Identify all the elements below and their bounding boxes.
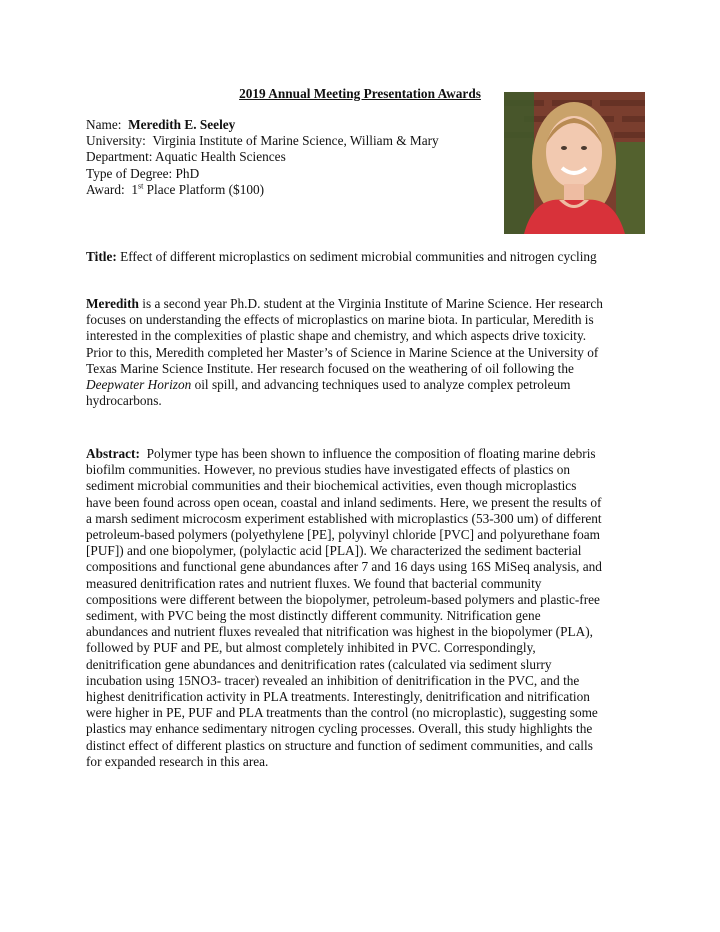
award-number: 1 <box>131 181 138 197</box>
bio-line: Texas Marine Science Institute. Her research focused on the weathering of oil following the <box>86 360 574 376</box>
abstract-line: highest denitrification activity in PLA treatments. Interestingly, denitrification and nitrification <box>86 689 590 705</box>
page-title: 2019 Annual Meeting Presentation Awards <box>239 86 481 101</box>
abstract-line: abundances and nutrient fluxes revealed that nitrification was highest in the biopolymer (PLA), <box>86 624 593 640</box>
university-line <box>86 133 486 149</box>
abstract-line: denitrification gene abundances and denitrification rates (calculated via sediment slurry <box>86 656 552 672</box>
department-line: Department: Aquatic Health Sciences <box>86 149 286 165</box>
abstract-line: incubation using 15NO3- tracer) revealed an inhibition of denitrification in the PVC, and the <box>86 672 580 688</box>
abstract-line: petroleum-based polymers (polyethylene [PE], polyvinyl chloride [PVC] and polyurethane foam <box>86 527 601 543</box>
abstract-line: sediment microbial communities and their biochemical activities, even though microplastics <box>86 478 577 494</box>
award-ordinal: st <box>137 181 144 191</box>
awardee-photo <box>504 92 645 234</box>
title-text: Effect of different microplastics on sediment microbial communities and nitrogen cycling <box>120 249 597 264</box>
title-label: Title: <box>86 249 117 264</box>
abstract-line: sediment, with PVC being the most distinctly different community. Nitrification gene <box>86 608 541 624</box>
name-line <box>86 117 486 133</box>
bio-name: Meredith <box>86 296 139 311</box>
abstract-line: followed by PUF and PE, but almost completely inhibited in PVC. Correspondingly, <box>86 640 536 656</box>
abstract <box>86 446 646 770</box>
abstract-text: Polymer type has been shown to influence the composition of floating marine debris <box>139 446 596 461</box>
bio-line: interested in the complexities of plastic shape and chemistry, and which aspects drive toxicity. <box>86 328 587 344</box>
bio-line <box>86 377 646 393</box>
abstract-line: compositions and functional gene abundances after 7 and 16 days using 16S MiSeq analysis, and <box>86 559 602 575</box>
abstract-line: biofilm communities. However, no previous studies have investigated effects of plastics on <box>86 462 571 478</box>
abstract-line: for expanded research in this area. <box>86 753 269 769</box>
award-label: Award: <box>86 181 125 197</box>
awardee-info <box>86 117 486 198</box>
abstract-line: [PUF]) and one biopolymer, (polylactic acid [PLA]). We characterized the sediment bacterial <box>86 543 582 559</box>
biography <box>86 296 646 409</box>
abstract-line: measured denitrification rates and nutrient fluxes. We found that bacterial community <box>86 575 542 591</box>
abstract-line: compositions were different between the biopolymer, petroleum-based polymers and plastic-free <box>86 591 600 607</box>
abstract-line: have been found across open ocean, coastal and inland sediments. Here, we present the results of <box>86 494 602 510</box>
bio-text: oil spill, and advancing techniques used to analyze complex petroleum <box>191 377 571 393</box>
degree-line: Type of Degree: PhD <box>86 165 200 181</box>
abstract-line: plastics may enhance sedimentary nitrogen cycling processes. Overall, this study highlights the <box>86 721 593 737</box>
portrait-image <box>504 92 645 234</box>
abstract-line <box>86 446 646 462</box>
abstract-line: a marsh sediment microcosm experiment established with microplastics (53-300 um) of different <box>86 510 602 526</box>
university-value: Virginia Institute of Marine Science, William & Mary <box>152 133 439 149</box>
bio-line: focuses on understanding the effects of microplastics on marine biota. In particular, Meredith is <box>86 312 594 328</box>
university-label: University: <box>86 133 146 149</box>
abstract-line: distinct effect of different plastics on structure and function of sediment communities, and calls <box>86 737 593 753</box>
bio-text: is a second year Ph.D. student at the Virginia Institute of Marine Science. Her research <box>138 296 603 311</box>
bio-line <box>86 296 646 312</box>
name-label: Name: <box>86 117 122 132</box>
abstract-label: Abstract: <box>86 446 140 461</box>
abstract-line: were higher in PE, PUF and PLA treatments than the control (no microplastic), suggesting some <box>86 705 598 721</box>
bio-line: Prior to this, Meredith completed her Master’s of Science in Marine Science at the University of <box>86 344 599 360</box>
bio-italic: Deepwater Horizon <box>86 377 192 393</box>
talk-title <box>86 249 646 265</box>
bio-line: hydrocarbons. <box>86 393 162 409</box>
name-value: Meredith E. Seeley <box>128 117 236 132</box>
award-line <box>86 182 486 198</box>
award-text: Place Platform ($100) <box>146 181 265 197</box>
